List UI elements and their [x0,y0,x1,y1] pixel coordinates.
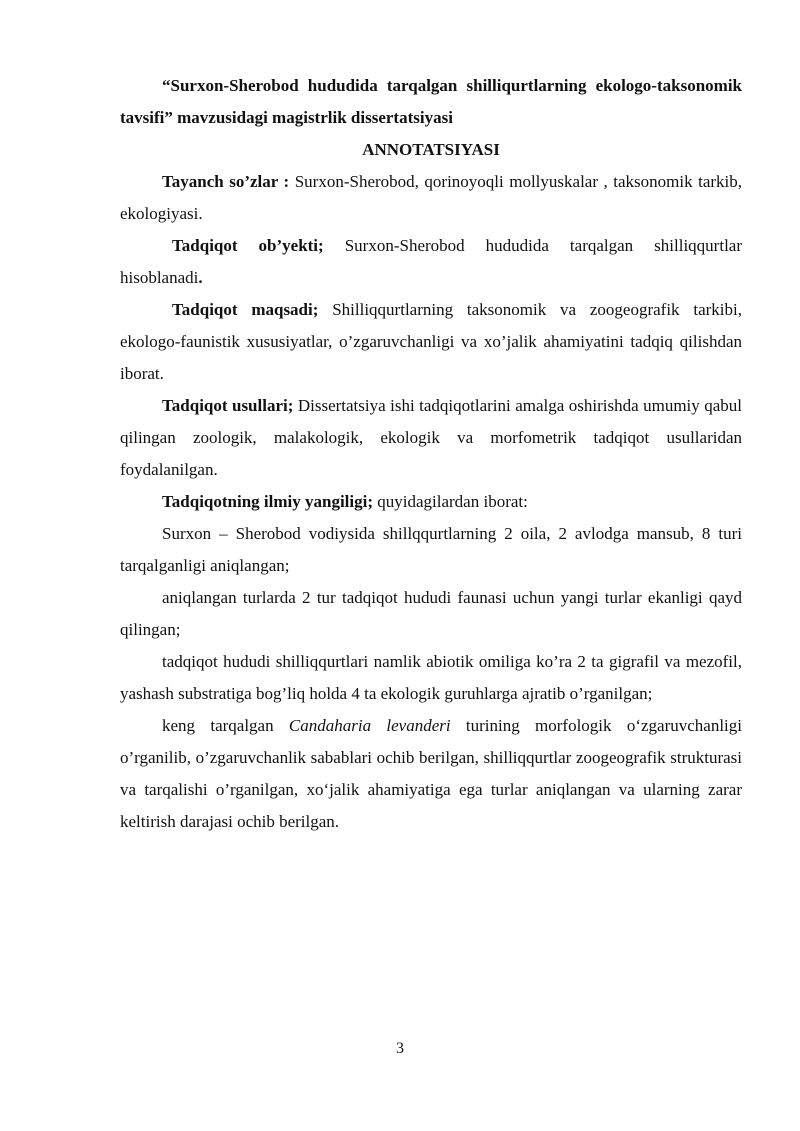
novelty-label: Tadqiqotning ilmiy yangiligi; [162,492,373,511]
annotation-heading: ANNOTATSIYASI [362,140,500,159]
novelty-text: quyidagilardan iborat: [373,492,528,511]
novelty-item: tadqiqot hududi shilliqqurtlari namlik abiotik omiliga ko’ra 2 ta gigrafil va mezofil, yashash substratiga bog’liq holda 4 ta ekologik guruhlarga ajratib o’rganilgan; [120,652,742,703]
object-text: Surxon-Sherobod hududida tarqalgan shilliqqurtlar hisoblanadi [120,236,743,287]
aim-text: Shilliqqurtlarning taksonomik va zoogeografik tarkibi, ekologo-faunistik xususiyatlar, o’zgaruvchanligi va xo’jalik ahamiyatini tadqiq qilishdan iborat. [120,300,742,383]
keywords-label: Tayanch so’zlar : [162,172,290,191]
annotation-body [120,70,742,838]
object-paragraph [120,230,742,294]
methods-paragraph [120,390,742,486]
keywords-paragraph [120,166,742,230]
species-name: Candaharia levanderi [288,716,451,735]
novelty-item-last [120,710,742,838]
last-item-after: turining morfologik o‘zgaruvchanligi o’rganilib, o’zgaruvchanlik sabablari ochib berilgan, shilliqqurtlar zoogeografik strukturasi va tarqalishi o’rganilgan, xo‘jalik ahamiyatiga ega turlar aniqlangan va ularning zarar keltirish darajasi ochib berilgan. [120,716,742,831]
aim-paragraph [120,294,742,390]
dissertation-title: “Surxon-Sherobod hududida tarqalgan shilliqurtlarning ekologo-taksonomik tavsifi” mavzusidagi magistrlik dissertatsiyasi [120,76,742,127]
keywords-text: Surxon-Sherobod, qorinoyoqli mollyuskalar , taksonomik tarkib, ekologiyasi. [120,172,743,223]
aim-label: Tadqiqot maqsadi; [172,300,319,319]
methods-label: Tadqiqot usullari; [162,396,294,415]
last-item-before: keng tarqalgan [162,716,289,735]
page-number: 3 [396,1040,404,1057]
novelty-paragraph [120,486,742,518]
object-end: . [198,268,203,287]
methods-text: Dissertatsiya ishi tadqiqotlarini amalga oshirishda umumiy qabul qilingan zoologik, malakologik, ekologik va morfometrik tadqiqot usullaridan foydalanilgan. [120,396,742,479]
object-label: Tadqiqot ob’yekti; [172,236,324,255]
novelty-item: aniqlangan turlarda 2 tur tadqiqot hududi faunasi uchun yangi turlar ekanligi qayd qilingan; [120,588,742,639]
novelty-item: Surxon – Sherobod vodiysida shillqqurtlarning 2 oila, 2 avlodga mansub, 8 turi tarqalganligi aniqlangan; [120,524,742,575]
